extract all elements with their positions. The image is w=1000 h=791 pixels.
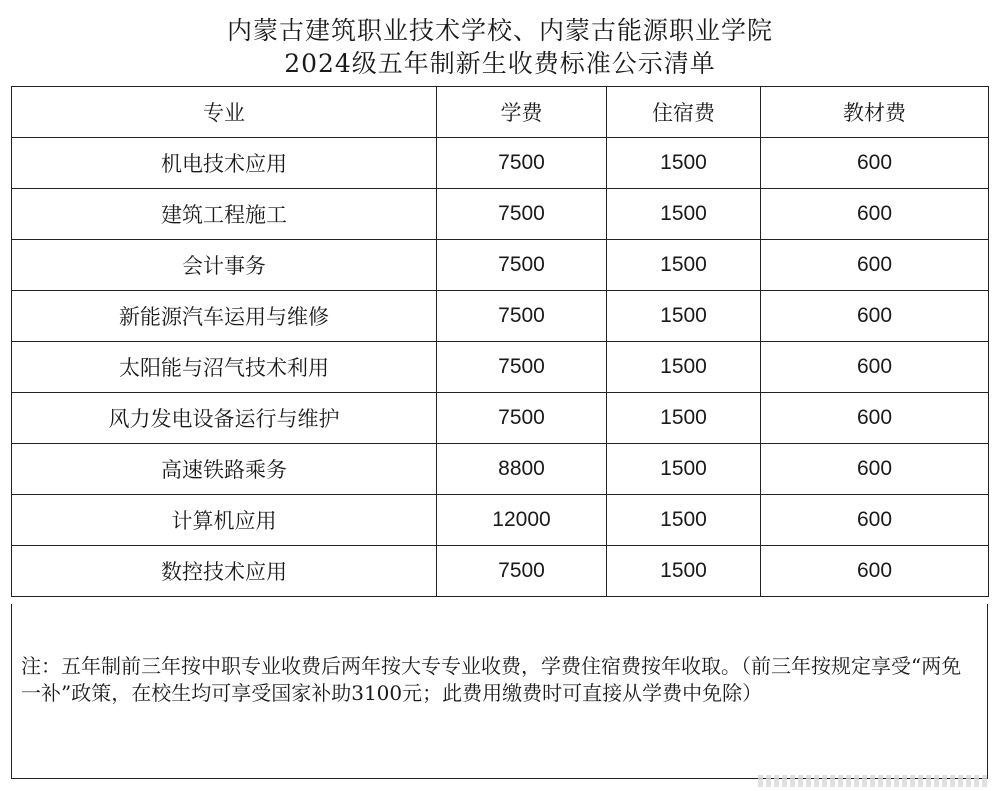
table-row	[12, 546, 989, 597]
cell-major: 建筑工程施工	[12, 189, 437, 240]
cell-textbook: 600	[761, 189, 989, 240]
table-header-row	[12, 87, 989, 138]
page-title	[0, 14, 1000, 80]
cell-accommodation: 1500	[607, 342, 761, 393]
cell-accommodation: 1500	[607, 393, 761, 444]
cell-tuition: 7500	[437, 342, 607, 393]
cell-major: 风力发电设备运行与维护	[12, 393, 437, 444]
cell-major: 机电技术应用	[12, 138, 437, 189]
cell-textbook: 600	[761, 444, 989, 495]
cell-accommodation: 1500	[607, 240, 761, 291]
header-tuition: 学费	[437, 87, 607, 138]
title-line-1: 内蒙古建筑职业技术学校、内蒙古能源职业学院	[226, 16, 773, 45]
cell-textbook: 600	[761, 342, 989, 393]
cell-major: 太阳能与沼气技术利用	[12, 342, 437, 393]
fee-table	[11, 86, 989, 597]
table-row	[12, 291, 989, 342]
cell-tuition: 7500	[437, 546, 607, 597]
cell-accommodation: 1500	[607, 444, 761, 495]
cell-tuition: 12000	[437, 495, 607, 546]
table-row	[12, 495, 989, 546]
cell-textbook: 600	[761, 546, 989, 597]
table-row	[12, 444, 989, 495]
cell-major: 高速铁路乘务	[12, 444, 437, 495]
cell-accommodation: 1500	[607, 546, 761, 597]
title-line-2: 2024级五年制新生收费标准公示清单	[284, 49, 716, 78]
cell-tuition: 8800	[437, 444, 607, 495]
header-major: 专业	[12, 87, 437, 138]
cell-tuition: 7500	[437, 393, 607, 444]
cell-major: 计算机应用	[12, 495, 437, 546]
cell-tuition: 7500	[437, 240, 607, 291]
cell-textbook: 600	[761, 138, 989, 189]
table-row	[12, 393, 989, 444]
cell-textbook: 600	[761, 393, 989, 444]
table-row	[12, 240, 989, 291]
cell-accommodation: 1500	[607, 189, 761, 240]
cell-major: 数控技术应用	[12, 546, 437, 597]
cell-accommodation: 1500	[607, 291, 761, 342]
cell-major: 新能源汽车运用与维修	[12, 291, 437, 342]
cell-tuition: 7500	[437, 189, 607, 240]
header-textbook: 教材费	[761, 87, 989, 138]
cell-accommodation: 1500	[607, 138, 761, 189]
header-accommodation: 住宿费	[607, 87, 761, 138]
watermark	[758, 775, 988, 787]
cell-textbook: 600	[761, 291, 989, 342]
note-box	[11, 604, 988, 779]
table-row	[12, 138, 989, 189]
cell-textbook: 600	[761, 495, 989, 546]
cell-textbook: 600	[761, 240, 989, 291]
cell-accommodation: 1500	[607, 495, 761, 546]
note-text: 注：五年制前三年按中职专业收费后两年按大专专业收费，学费住宿费按年收取。（前三年按规定享受“两免一补”政策，在校生均可享受国家补助3100元；此费用缴费时可直接从学费中免除）	[21, 654, 962, 705]
cell-tuition: 7500	[437, 138, 607, 189]
table-row	[12, 342, 989, 393]
table-row	[12, 189, 989, 240]
cell-tuition: 7500	[437, 291, 607, 342]
cell-major: 会计事务	[12, 240, 437, 291]
